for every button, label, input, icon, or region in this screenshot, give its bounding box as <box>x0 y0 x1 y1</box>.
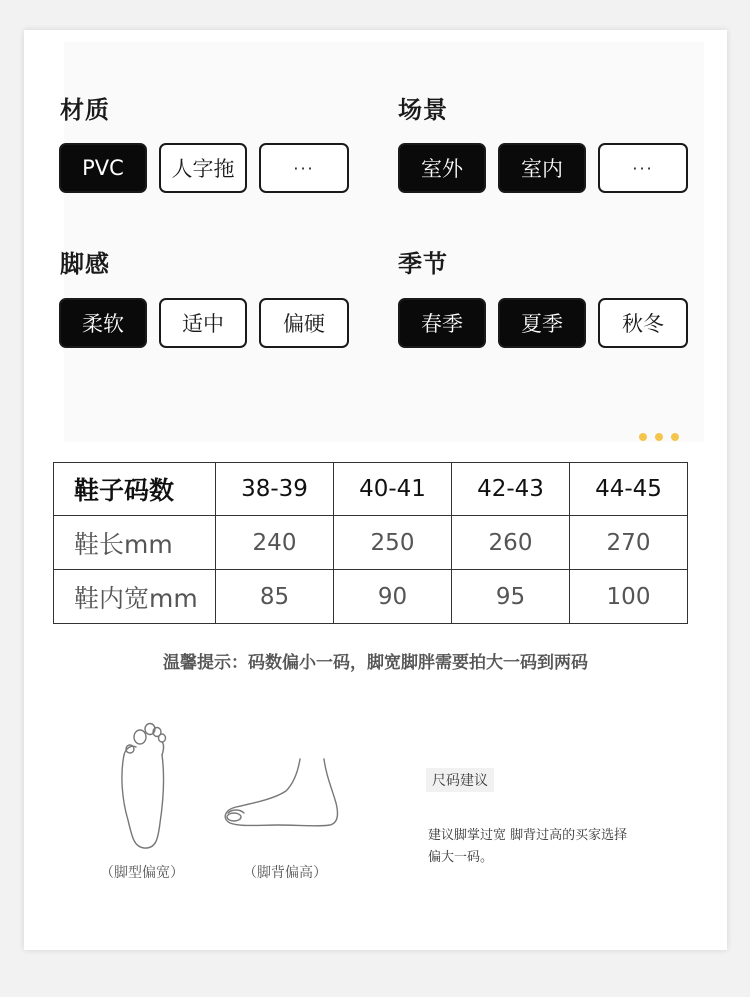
table-row <box>54 516 688 570</box>
table-cell: 270 <box>570 516 688 570</box>
product-detail-card <box>24 30 727 950</box>
tag-spring[interactable]: 春季 <box>398 298 486 348</box>
table-cell: 260 <box>452 516 570 570</box>
tag-outdoor[interactable]: 室外 <box>398 143 486 193</box>
row-label: 鞋长mm <box>54 516 216 570</box>
season-title: 季节 <box>398 250 448 278</box>
feel-title: 脚感 <box>60 250 110 278</box>
attribute-panel <box>60 42 704 442</box>
tag-pvc[interactable]: PVC <box>59 143 147 193</box>
table-cell: 250 <box>334 516 452 570</box>
row-label: 鞋内宽mm <box>54 570 216 624</box>
table-cell: 90 <box>334 570 452 624</box>
table-cell: 85 <box>216 570 334 624</box>
tag-autumn-winter[interactable]: 秋冬 <box>598 298 688 348</box>
table-cell: 95 <box>452 570 570 624</box>
feel-tags <box>59 298 349 348</box>
tag-more-scene[interactable]: ··· <box>598 143 688 193</box>
tag-soft[interactable]: 柔软 <box>59 298 147 348</box>
tag-medium[interactable]: 适中 <box>159 298 247 348</box>
carousel-dot <box>671 433 679 441</box>
size-advice-title: 尺码建议 <box>426 768 494 792</box>
season-tags <box>398 298 688 348</box>
table-row <box>54 570 688 624</box>
size-advice-line: 偏大一码。 <box>428 850 494 865</box>
scene-title: 场景 <box>398 96 448 124</box>
carousel-dot <box>639 433 647 441</box>
tag-more-material[interactable]: ··· <box>259 143 349 193</box>
header-cell: 38-39 <box>216 463 334 516</box>
material-tags <box>59 143 349 193</box>
table-cell: 240 <box>216 516 334 570</box>
table-cell: 100 <box>570 570 688 624</box>
tag-flip-flop[interactable]: 人字拖 <box>159 143 247 193</box>
tag-indoor[interactable]: 室内 <box>498 143 586 193</box>
size-advice-text <box>428 825 668 869</box>
header-cell: 42-43 <box>452 463 570 516</box>
header-cell: 40-41 <box>334 463 452 516</box>
size-table <box>53 462 688 624</box>
wide-foot-icon <box>110 715 180 855</box>
carousel-dot <box>655 433 663 441</box>
material-title: 材质 <box>60 96 110 124</box>
high-instep-foot-icon <box>218 755 343 835</box>
size-tip: 温馨提示：码数偏小一码，脚宽脚胖需要拍大一码到两码 <box>163 653 588 673</box>
carousel-dots <box>639 433 679 441</box>
header-label: 鞋子码数 <box>54 463 216 516</box>
wide-foot-caption: （脚型偏宽） <box>100 865 184 881</box>
high-instep-caption: （脚背偏高） <box>243 865 327 881</box>
tag-summer[interactable]: 夏季 <box>498 298 586 348</box>
size-advice-line: 建议脚掌过宽 脚背过高的买家选择 <box>428 828 628 843</box>
tag-firm[interactable]: 偏硬 <box>259 298 349 348</box>
header-cell: 44-45 <box>570 463 688 516</box>
scene-tags <box>398 143 688 193</box>
size-table-header <box>54 463 688 516</box>
